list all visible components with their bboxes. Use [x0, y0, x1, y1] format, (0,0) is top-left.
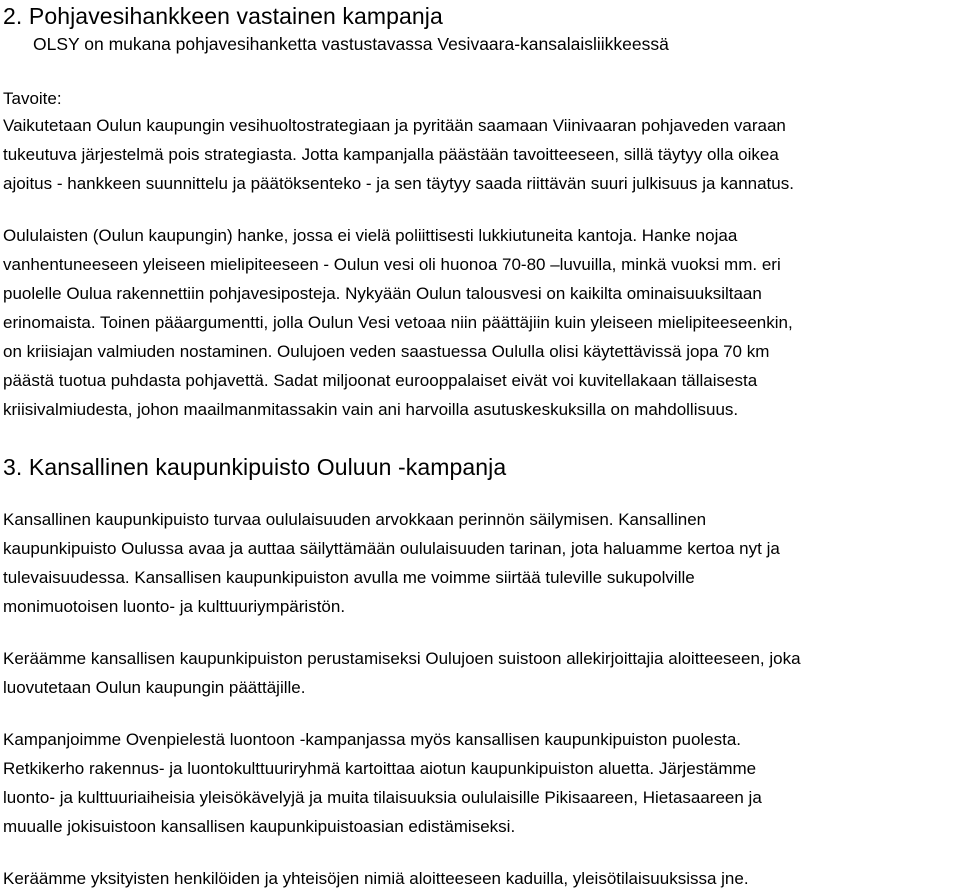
section-3-paragraph-3	[3, 725, 958, 841]
text-line: luovutetaan Oulun kaupungin päättäjille.	[3, 678, 306, 697]
document-page	[3, 0, 958, 893]
text-line: kaupunkipuisto Oulussa avaa ja auttaa säilyttämään oululaisuuden tarinan, jota haluamme kertoa nyt ja	[3, 539, 780, 558]
text-line: Retkikerho rakennus- ja luontokulttuuriryhmä kartoittaa aiotun kaupunkipuiston aluetta. Järjestämme	[3, 759, 757, 778]
section-3-paragraph-1	[3, 505, 958, 621]
goal-label: Tavoite:	[3, 89, 62, 108]
text-line: muualle jokisuistoon kansallisen kaupunkipuistoasian edistämiseksi.	[3, 817, 516, 836]
text-line: Keräämme kansallisen kaupunkipuiston perustamiseksi Oulujoen suistoon allekirjoittajia aloitteeseen, joka	[3, 649, 801, 668]
section-3-paragraph-4	[3, 864, 958, 893]
text-line: on kriisiajan valmiuden nostaminen. Oulujoen veden saastuessa Oululla olisi käytettävissä jopa 70 km	[3, 342, 770, 361]
text-line: luonto- ja kulttuuriaiheisia yleisökävelyjä ja muita tilaisuuksia oululaisille Pikisaareen, Hietasaareen ja	[3, 788, 762, 807]
text-line: Oululaisten (Oulun kaupungin) hanke, jossa ei vielä poliittisesti lukkiutuneita kantoja. Hanke nojaa	[3, 226, 738, 245]
section-2-heading: 2. Pohjavesihankkeen vastainen kampanja	[3, 3, 443, 29]
text-line: Vaikutetaan Oulun kaupungin vesihuoltostrategiaan ja pyritään saamaan Viinivaaran pohjaveden varaan	[3, 116, 786, 135]
text-line: puolelle Oulua rakennettiin pohjavesiposteja. Nykyään Oulun talousvesi on kaikilta ominaisuuksiltaan	[3, 284, 762, 303]
section-2-paragraph-1	[3, 111, 958, 198]
text-line: erinomaista. Toinen pääargumentti, jolla Oulun Vesi vetoaa niin päättäjiin kuin yleiseen mielipiteeseenkin,	[3, 313, 793, 332]
text-line: ajoitus - hankkeen suunnittelu ja päätöksenteko - ja sen täytyy saada riittävän suuri julkisuus ja kannatus.	[3, 174, 794, 193]
section-3-heading: 3. Kansallinen kaupunkipuisto Ouluun -kampanja	[3, 454, 507, 480]
text-line: Kansallinen kaupunkipuisto turvaa oululaisuuden arvokkaan perinnön säilymisen. Kansallinen	[3, 510, 707, 529]
text-line: vanhentuneeseen yleiseen mielipiteeseen - Oulun vesi oli huonoa 70-80 –luvuilla, minkä vuoksi mm. eri	[3, 255, 781, 274]
text-line: monimuotoisen luonto- ja kulttuuriympäristön.	[3, 597, 346, 616]
section-2-subtitle: OLSY on mukana pohjavesihanketta vastustavassa Vesivaara-kansalaisliikkeessä	[33, 34, 669, 54]
text-line: kriisivalmiudesta, johon maailmanmitassakin vain ani harvoilla asutuskeskuksilla on mahdollisuus.	[3, 400, 739, 419]
text-line: Keräämme yksityisten henkilöiden ja yhteisöjen nimiä aloitteeseen kaduilla, yleisötilaisuuksissa jne.	[3, 869, 749, 888]
text-line: Kampanjoimme Ovenpielestä luontoon -kampanjassa myös kansallisen kaupunkipuiston puolesta.	[3, 730, 742, 749]
text-line: tulevaisuudessa. Kansallisen kaupunkipuiston avulla me voimme siirtää tuleville sukupolville	[3, 568, 695, 587]
section-2-paragraph-2	[3, 221, 958, 424]
section-3-paragraph-2	[3, 644, 958, 702]
text-line: päästä tuotua puhdasta pohjavettä. Sadat miljoonat eurooppalaiset eivät voi kuvitellakaan tällaisesta	[3, 371, 758, 390]
text-line: tukeutuva järjestelmä pois strategiasta. Jotta kampanjalla päästään tavoitteeseen, sillä täytyy olla oikea	[3, 145, 779, 164]
